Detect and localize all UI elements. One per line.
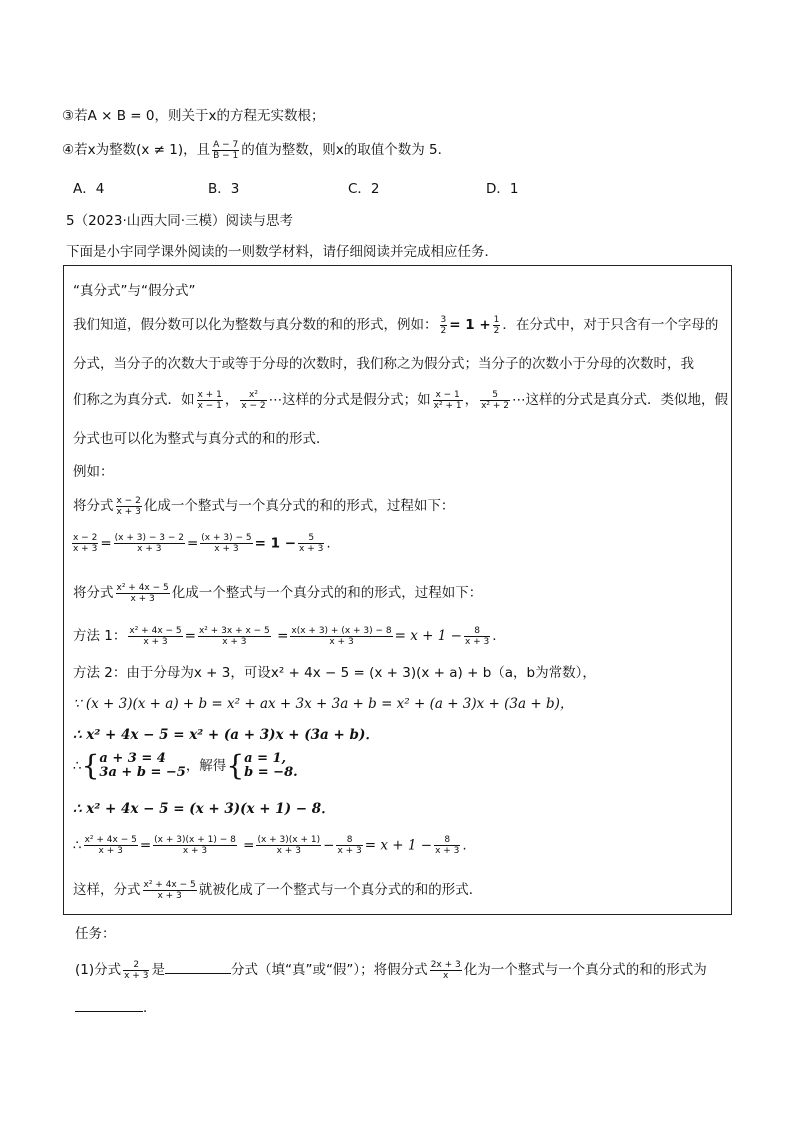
text: ． (143, 1000, 157, 1016)
fraction: $\frac{x - 2}{x + 3}$ (116, 495, 141, 517)
box-paragraph-line-3: 们称之为真分式．如 $\frac{x + 1}{x - 1}$ ， $\frac{\text{x²}}{x - 2}$ ⋯这样的分式是假分式；如 $\frac{x - 1}{\text{x² + 1}}$ ， $\frac{5}{\text{x² + 2}}$ ⋯这样的分式是真分式．类似地，假 (73, 389, 729, 411)
option-d: D．1 (486, 181, 519, 197)
fraction: $\frac{(x + 3) - 5}{x + 3}$ (201, 533, 252, 554)
item-3: ③若A × B = 0，则关于x的方程无实数根； (62, 108, 325, 124)
because-line: ∵ (x + 3)(x + a) + b = x² + ax + 3x + 3a + b = x² + (a + 3)x + (3a + b)， (73, 696, 574, 712)
equation: = 1 − (254, 535, 297, 552)
left-brace-icon: { (81, 749, 100, 782)
final-equation: ∴ $\frac{\text{x² + 4x − 5}}{x + 3}$ = $\frac{(x + 3)(x + 1) - 8}{x + 3}$ = $\frac{(x + 3)(x + 1)}{x + 3}$ − $\frac{8}{x + 3}$ = x + 1 − $\frac{8}{x + 3}$ . (73, 835, 467, 856)
fraction: $\frac{x - 2}{x + 3}$ (73, 533, 98, 554)
item-4 (62, 138, 451, 161)
fraction: $\frac{x(x + 3) + (x + 3) - 8}{x + 3}$ (291, 625, 392, 647)
equation: = 1 + (449, 317, 491, 333)
fraction: $\frac{\text{x²}}{x - 2}$ (241, 389, 266, 411)
task-label: 任务： (75, 926, 116, 942)
text: 方法 1： (73, 628, 127, 644)
task-question-1-answer-line (75, 996, 157, 1016)
therefore-line-2: ∴ x² + 4x − 5 = (x + 3)(x + 1) − 8． (73, 801, 335, 817)
text: 分式（填“真”或“假”）；将假分式 (230, 962, 428, 978)
text: 这样的分式是真分式．类似地，假 (525, 392, 729, 408)
example-2-intro (73, 581, 482, 604)
text: 化成一个整式与一个真分式的和的形式，过程如下： (143, 498, 455, 514)
item-4-prefix: ④若x为整数(x ≠ 1)，且 (62, 142, 211, 158)
question-5-intro: 下面是小宇同学课外阅读的一则数学材料，请仔细阅读并完成相应任务． (66, 244, 498, 260)
fraction: $\frac{\text{x² + 4x − 5}}{x + 3}$ (116, 582, 169, 604)
option-a: A．4 (73, 181, 105, 197)
text: 这样的分式是假分式；如 (282, 392, 431, 408)
example-1-equation: $\frac{x - 2}{x + 3}$ = $\frac{(x + 3) - 3 - 2}{x + 3}$ = $\frac{(x + 3) - 5}{x + 3}$ = 1 − $\frac{5}{x + 3}$ . (73, 533, 331, 554)
fraction: $\frac{5}{\text{x² + 2}}$ (481, 389, 510, 411)
text: 这样，分式 (73, 882, 141, 898)
fraction: $\frac{\text{x² + 4x − 5}}{x + 3}$ (129, 625, 182, 647)
fraction: $\frac{\text{x² + 4x − 5}}{x + 3}$ (143, 879, 196, 901)
text: ，解得 (185, 758, 227, 774)
text: 将分式 (73, 498, 114, 514)
text: 们称之为真分式．如 (73, 392, 195, 408)
box-paragraph-line-1 (73, 313, 718, 336)
ellipsis: ⋯ (512, 392, 526, 408)
method-1: 方法 1： $\frac{\text{x² + 4x − 5}}{x + 3}$ = $\frac{\text{x² + 3x + x − 5}}{x + 3}$ = $\frac{x(x + 3) + (x + 3) - 8}{x + 3}$ = x + 1 − $\frac{8}{x + 3}$ . (73, 625, 497, 647)
answer-blank[interactable] (165, 961, 231, 974)
box-heading: “真分式”与“假分式” (73, 283, 196, 299)
option-b: B．3 (208, 181, 240, 197)
method-2: 方法 2：由于分母为x + 3，可设x² + 4x − 5 = (x + 3)(x + a) + b（a，b为常数）， (73, 665, 596, 681)
equation: = x + 1 − (364, 837, 433, 854)
option-c: C．2 (348, 181, 380, 197)
fraction: $\frac{8}{x + 3}$ (337, 835, 362, 856)
ellipsis: ⋯ (268, 392, 283, 408)
task-question-1 (75, 958, 707, 981)
fraction: $\frac{8}{x + 3}$ (435, 835, 460, 856)
question-5-title: 5（2023·山西大同·三模）阅读与思考 (66, 213, 294, 229)
fraction: $\frac{\text{x² + 3x + x − 5}}{x + 3}$ (198, 625, 270, 647)
text: 是 (151, 962, 165, 978)
fraction: $\frac{2}{x + 3}$ (124, 959, 149, 981)
system-2: a = 1, b = −8. (244, 751, 298, 780)
text: ∴ (73, 837, 82, 854)
box-paragraph-line-2: 分式，当分子的次数大于或等于分母的次数时，我们称之为假分式；当分子的次数小于分母的次数时，我 (73, 356, 694, 372)
example-1-intro (73, 494, 454, 517)
example-label: 例如： (73, 464, 114, 480)
fraction: $\frac{3}{2}$ (440, 314, 447, 336)
text: 就被化成了一个整式与一个真分式的和的形式． (198, 882, 483, 898)
text: ．在分式中，对于只含有一个字母的 (502, 317, 719, 333)
equation: = x + 1 − (394, 628, 462, 644)
text: 我们知道，假分数可以化为整数与真分数的和的形式，例如： (73, 317, 438, 333)
text: 化成一个整式与一个真分式的和的形式，过程如下： (171, 585, 483, 601)
left-brace-icon: { (226, 749, 245, 782)
fraction: $\frac{A - 7}{B - 1}$ (213, 139, 239, 161)
text: 将分式 (73, 585, 114, 601)
text: 化为一个整式与一个真分式的和的形式为 (463, 962, 707, 978)
fraction: $\frac{2x + 3}{x}$ (430, 959, 461, 981)
therefore-line-1: ∴ x² + 4x − 5 = x² + (a + 3)x + (3a + b)． (73, 727, 379, 743)
item-4-suffix: 的值为整数，则x的取值个数为 5． (241, 142, 452, 158)
text: ∴ (73, 758, 82, 774)
fraction: $\frac{1}{2}$ (493, 314, 500, 336)
fraction: $\frac{x - 1}{\text{x² + 1}}$ (433, 389, 462, 411)
fraction: $\frac{(x + 3)(x + 1) - 8}{x + 3}$ (154, 835, 236, 856)
fraction: $\frac{5}{x + 3}$ (299, 533, 324, 554)
answer-blank[interactable] (75, 999, 143, 1012)
fraction: $\frac{(x + 3) - 3 - 2}{x + 3}$ (114, 533, 184, 554)
fraction: $\frac{(x + 3)(x + 1)}{x + 3}$ (257, 835, 321, 856)
equation-system (73, 749, 298, 782)
text: (1)分式 (75, 962, 122, 978)
system-1: a + 3 = 4 3a + b = −5 (99, 751, 186, 780)
conclusion (73, 878, 482, 901)
fraction: $\frac{\text{x² + 4x − 5}}{x + 3}$ (84, 835, 137, 856)
box-paragraph-line-4: 分式也可以化为整式与真分式的和的形式． (73, 431, 330, 447)
fraction: $\frac{x + 1}{x - 1}$ (197, 389, 222, 411)
fraction: $\frac{8}{x + 3}$ (464, 625, 490, 647)
